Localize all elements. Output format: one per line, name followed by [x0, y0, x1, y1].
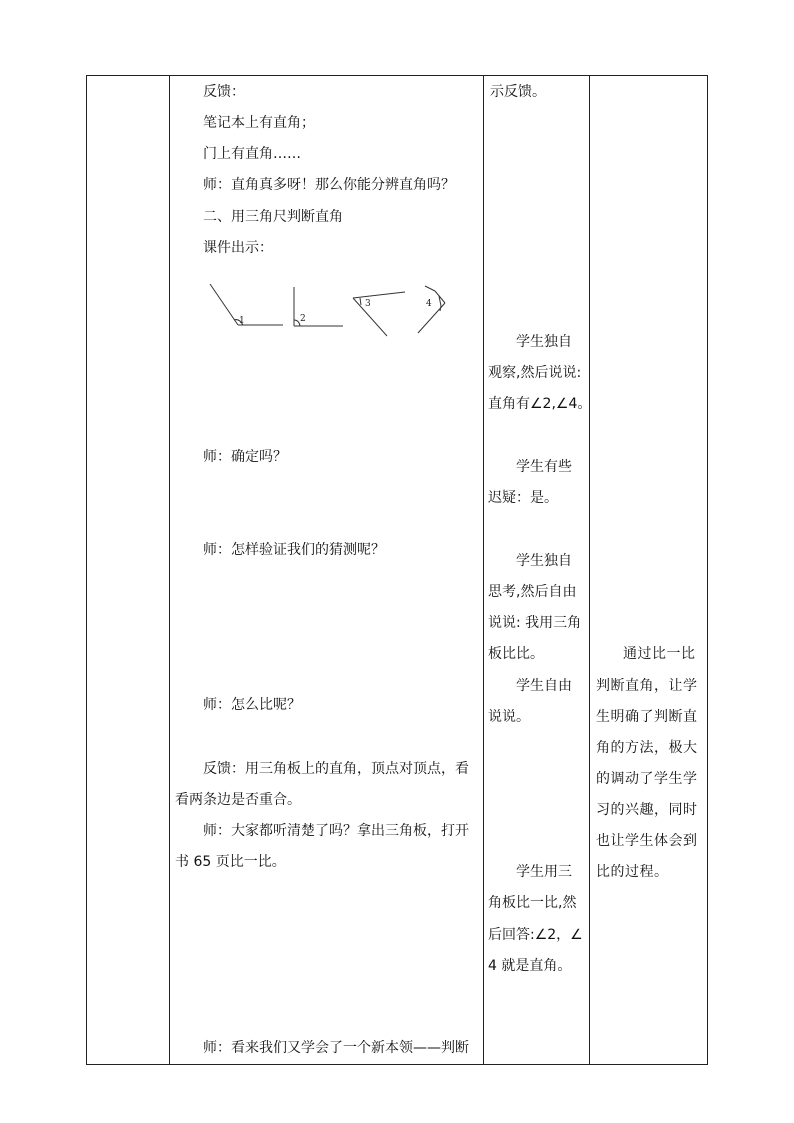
angle-label-4: 4: [426, 299, 432, 309]
student-text: 直角有∠2,∠4。: [488, 396, 592, 412]
design-intent-text: 习的兴趣，同时: [596, 802, 698, 818]
student-text: 角板比一比,然: [488, 895, 577, 911]
column-divider: [483, 76, 484, 1064]
column-divider: [169, 76, 170, 1064]
student-text: 示反馈。: [490, 84, 546, 100]
design-intent-text: 比的过程。: [596, 864, 669, 880]
design-intent-text: 生明确了判断直: [596, 709, 698, 725]
teacher-text: 书 65 页比一比。: [175, 854, 286, 870]
student-text: 说说。: [488, 709, 530, 725]
student-text: 后回答:∠2，∠: [488, 927, 583, 943]
student-text: 学生有些: [516, 459, 572, 475]
angle-label-3: 3: [365, 299, 371, 309]
student-text: 学生独自: [516, 553, 572, 569]
student-text: 4 就是直角。: [488, 958, 572, 974]
student-text: 思考,然后自由: [488, 584, 577, 600]
teacher-text: 笔记本上有直角；: [203, 115, 315, 131]
teacher-text: 课件出示：: [203, 240, 273, 256]
lesson-table: [86, 75, 708, 1065]
teacher-text: 门上有直角……: [203, 146, 301, 162]
design-intent-text: 也让学生体会到: [596, 833, 698, 849]
section-heading: 二、用三角尺判断直角: [203, 209, 343, 225]
teacher-text: 看两条边是否重合。: [175, 792, 301, 808]
student-text: 说说: 我用三角: [488, 615, 582, 631]
design-intent-text: 判断直角，让学: [596, 678, 698, 694]
teacher-text: 反馈：: [203, 84, 245, 100]
teacher-text: 师：看来我们又学会了一个新本领——判断: [203, 1040, 469, 1056]
angle-figures: [195, 278, 455, 340]
teacher-text: 师：怎么比呢？: [203, 697, 301, 713]
column-divider: [589, 76, 590, 1064]
teacher-text: 师：大家都听清楚了吗？拿出三角板，打开: [203, 823, 469, 839]
design-intent-text: 通过比一比: [623, 646, 696, 662]
teacher-text: 师：怎样验证我们的猜测呢？: [203, 542, 385, 558]
student-text: 板比比。: [488, 646, 544, 662]
angle-label-1: 1: [239, 316, 245, 326]
student-text: 学生用三: [516, 864, 572, 880]
angle-label-2: 2: [300, 314, 306, 324]
student-text: 观察,然后说说:: [488, 365, 582, 381]
student-text: 学生独自: [516, 334, 572, 350]
design-intent-text: 角的方法，极大: [596, 740, 698, 756]
teacher-text: 反馈：用三角板上的直角，顶点对顶点，看: [203, 761, 469, 777]
teacher-text: 师：直角真多呀！那么你能分辨直角吗？: [203, 177, 455, 193]
teacher-text: 师：确定吗？: [203, 449, 287, 465]
design-intent-text: 的调动了学生学: [596, 771, 698, 787]
student-text: 迟疑：是。: [488, 490, 558, 506]
student-text: 学生自由: [516, 678, 572, 694]
